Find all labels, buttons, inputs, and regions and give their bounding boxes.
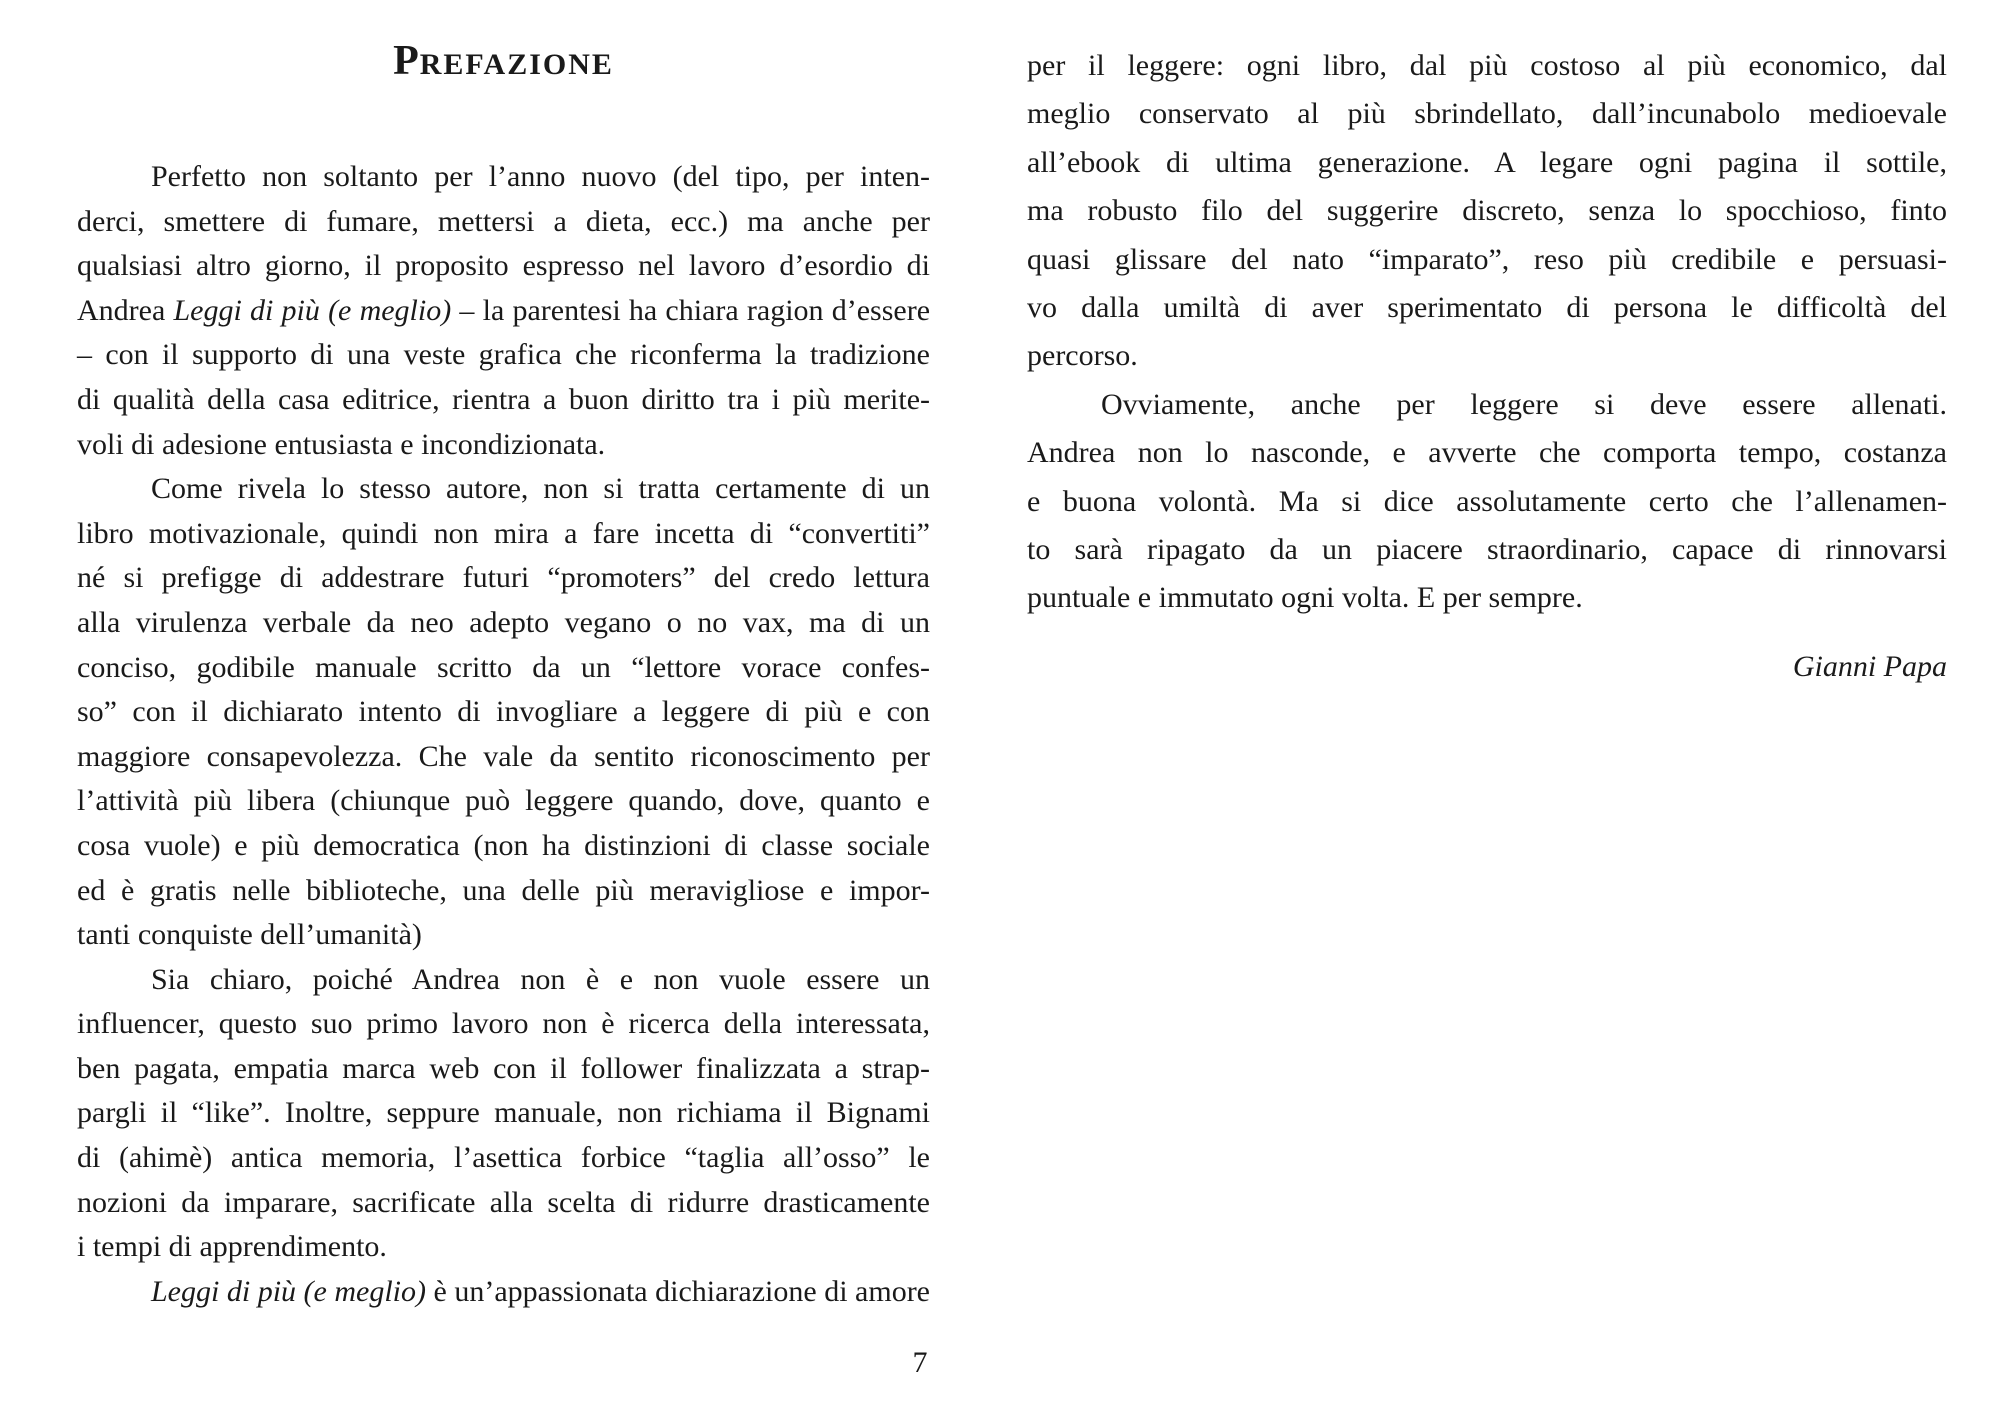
text-line (77, 333, 930, 378)
text-segment: di (ahimè) antica memoria, l’asettica forbice “taglia all’osso” le (77, 1141, 930, 1175)
text-segment: all’ebook di ultima generazione. A legare ogni pagina il sottile, (1027, 145, 1947, 179)
text-segment: di qualità della casa editrice, rientra a buon diritto tra i più merite- (77, 382, 930, 416)
text-line (77, 289, 930, 334)
text-segment: tanti conquiste dell’umanità) (77, 918, 422, 952)
text-line (77, 646, 930, 691)
text-segment: vo dalla umiltà di aver sperimentato di persona le difficoltà del (1027, 291, 1947, 325)
text-segment: è un’appassionata dichiarazione di amore (426, 1274, 931, 1308)
italic-text-segment: Leggi di più (e meglio) (173, 293, 452, 327)
text-segment: pargli il “like”. Inoltre, seppure manuale, non richiama il Bignami (77, 1096, 930, 1130)
text-segment: Come rivela lo stesso autore, non si tratta certamente di un (151, 472, 930, 506)
text-line (1027, 90, 1947, 138)
text-line (77, 1002, 930, 1047)
text-segment: – la parentesi ha chiara ragion d’essere (451, 293, 931, 327)
section-title (77, 40, 930, 82)
text-segment: – con il supporto di una veste grafica che riconferma la tradizione (77, 338, 930, 372)
text-line (1027, 42, 1947, 90)
text-segment: so” con il dichiarato intento di invogliare a leggere di più e con (77, 695, 930, 729)
text-segment: derci, smettere di fumare, mettersi a dieta, ecc.) ma anche per (77, 204, 930, 238)
text-segment: Andrea non lo nasconde, e avverte che comporta tempo, costanza (1027, 436, 1947, 470)
text-segment: quasi glissare del nato “imparato”, reso più credibile e persuasi- (1027, 242, 1947, 276)
right-page-text-block (1027, 42, 1947, 691)
text-line (1027, 284, 1947, 332)
text-segment: Sia chiaro, poiché Andrea non è e non vuole essere un (151, 962, 930, 996)
text-segment: meglio conservato al più sbrindellato, dall’incunabolo medioevale (1027, 97, 1947, 131)
text-line (77, 735, 930, 780)
text-line (77, 869, 930, 914)
text-line (77, 1047, 930, 1092)
text-line (77, 556, 930, 601)
text-segment: per il leggere: ogni libro, dal più costoso al più economico, dal (1027, 49, 1947, 82)
text-line (1027, 332, 1947, 380)
text-line (77, 467, 930, 512)
text-line (1027, 574, 1947, 622)
text-segment: i tempi di apprendimento. (77, 1230, 387, 1264)
text-line (77, 512, 930, 557)
section-title-rest: REFAZIONE (419, 48, 614, 81)
text-segment: libro motivazionale, quindi non mira a fare incetta di “convertiti” (77, 516, 930, 550)
text-segment: Perfetto non soltanto per l’anno nuovo (del tipo, per inten- (151, 160, 930, 193)
text-segment: percorso. (1027, 339, 1138, 373)
text-segment: ma robusto filo del suggerire discreto, senza lo spocchioso, finto (1027, 194, 1947, 228)
text-segment: né si prefigge di addestrare futuri “promoters” del credo lettura (77, 561, 930, 595)
text-line (1027, 236, 1947, 284)
text-line (77, 1181, 930, 1226)
text-line (1027, 478, 1947, 526)
text-line (77, 155, 930, 200)
text-line (77, 378, 930, 423)
text-segment: e buona volontà. Ma si dice assolutamente certo che l’allenamen- (1027, 484, 1947, 518)
text-segment: to sarà ripagato da un piacere straordinario, capace di rinnovarsi (1027, 533, 1947, 567)
text-segment: voli di adesione entusiasta e incondizionata. (77, 427, 606, 461)
text-line (77, 601, 930, 646)
text-segment: Andrea (77, 293, 174, 327)
text-line (77, 1225, 930, 1270)
text-line (77, 913, 930, 958)
text-segment: puntuale e immutato ogni volta. E per sempre. (1027, 581, 1583, 615)
text-segment: qualsiasi altro giorno, il proposito espresso nel lavoro d’esordio di (77, 249, 930, 283)
text-segment: cosa vuole) e più democratica (non ha distinzioni di classe sociale (77, 828, 930, 862)
text-line (77, 1136, 930, 1181)
text-line (77, 244, 930, 289)
text-line (77, 423, 930, 468)
section-title-initial: P (393, 38, 420, 84)
text-line (77, 690, 930, 735)
text-segment: ed è gratis nelle biblioteche, una delle più meravigliose e impor- (77, 873, 930, 907)
text-segment: conciso, godibile manuale scritto da un “lettore vorace confes- (77, 650, 930, 684)
text-segment: Ovviamente, anche per leggere si deve essere allenati. (1101, 387, 1947, 421)
text-segment: ben pagata, empatia marca web con il follower finalizzata a strap- (77, 1051, 930, 1085)
left-page-text-block (77, 155, 930, 1314)
text-segment: maggiore consapevolezza. Che vale da sentito riconoscimento per (77, 739, 930, 773)
text-line (77, 824, 930, 869)
text-line (77, 200, 930, 245)
text-segment: l’attività più libera (chiunque può leggere quando, dove, quanto e (77, 784, 930, 818)
text-line (1027, 381, 1947, 429)
text-line (1027, 139, 1947, 187)
italic-text-segment: Leggi di più (e meglio) (151, 1274, 426, 1308)
text-line (77, 958, 930, 1003)
text-line (1027, 526, 1947, 574)
text-line (77, 1270, 930, 1315)
text-line (1027, 187, 1947, 235)
author-signature: Gianni Papa (1792, 649, 1947, 683)
text-segment: nozioni da imparare, sacrificate alla scelta di ridurre drasticamente (77, 1185, 930, 1219)
page-number: 7 (912, 1346, 928, 1379)
text-line (77, 1091, 930, 1136)
text-segment: influencer, questo suo primo lavoro non è ricerca della interessata, (77, 1007, 930, 1041)
text-segment: alla virulenza verbale da neo adepto vegano o no vax, ma di un (77, 605, 930, 639)
text-line (77, 779, 930, 824)
text-line (1027, 429, 1947, 477)
